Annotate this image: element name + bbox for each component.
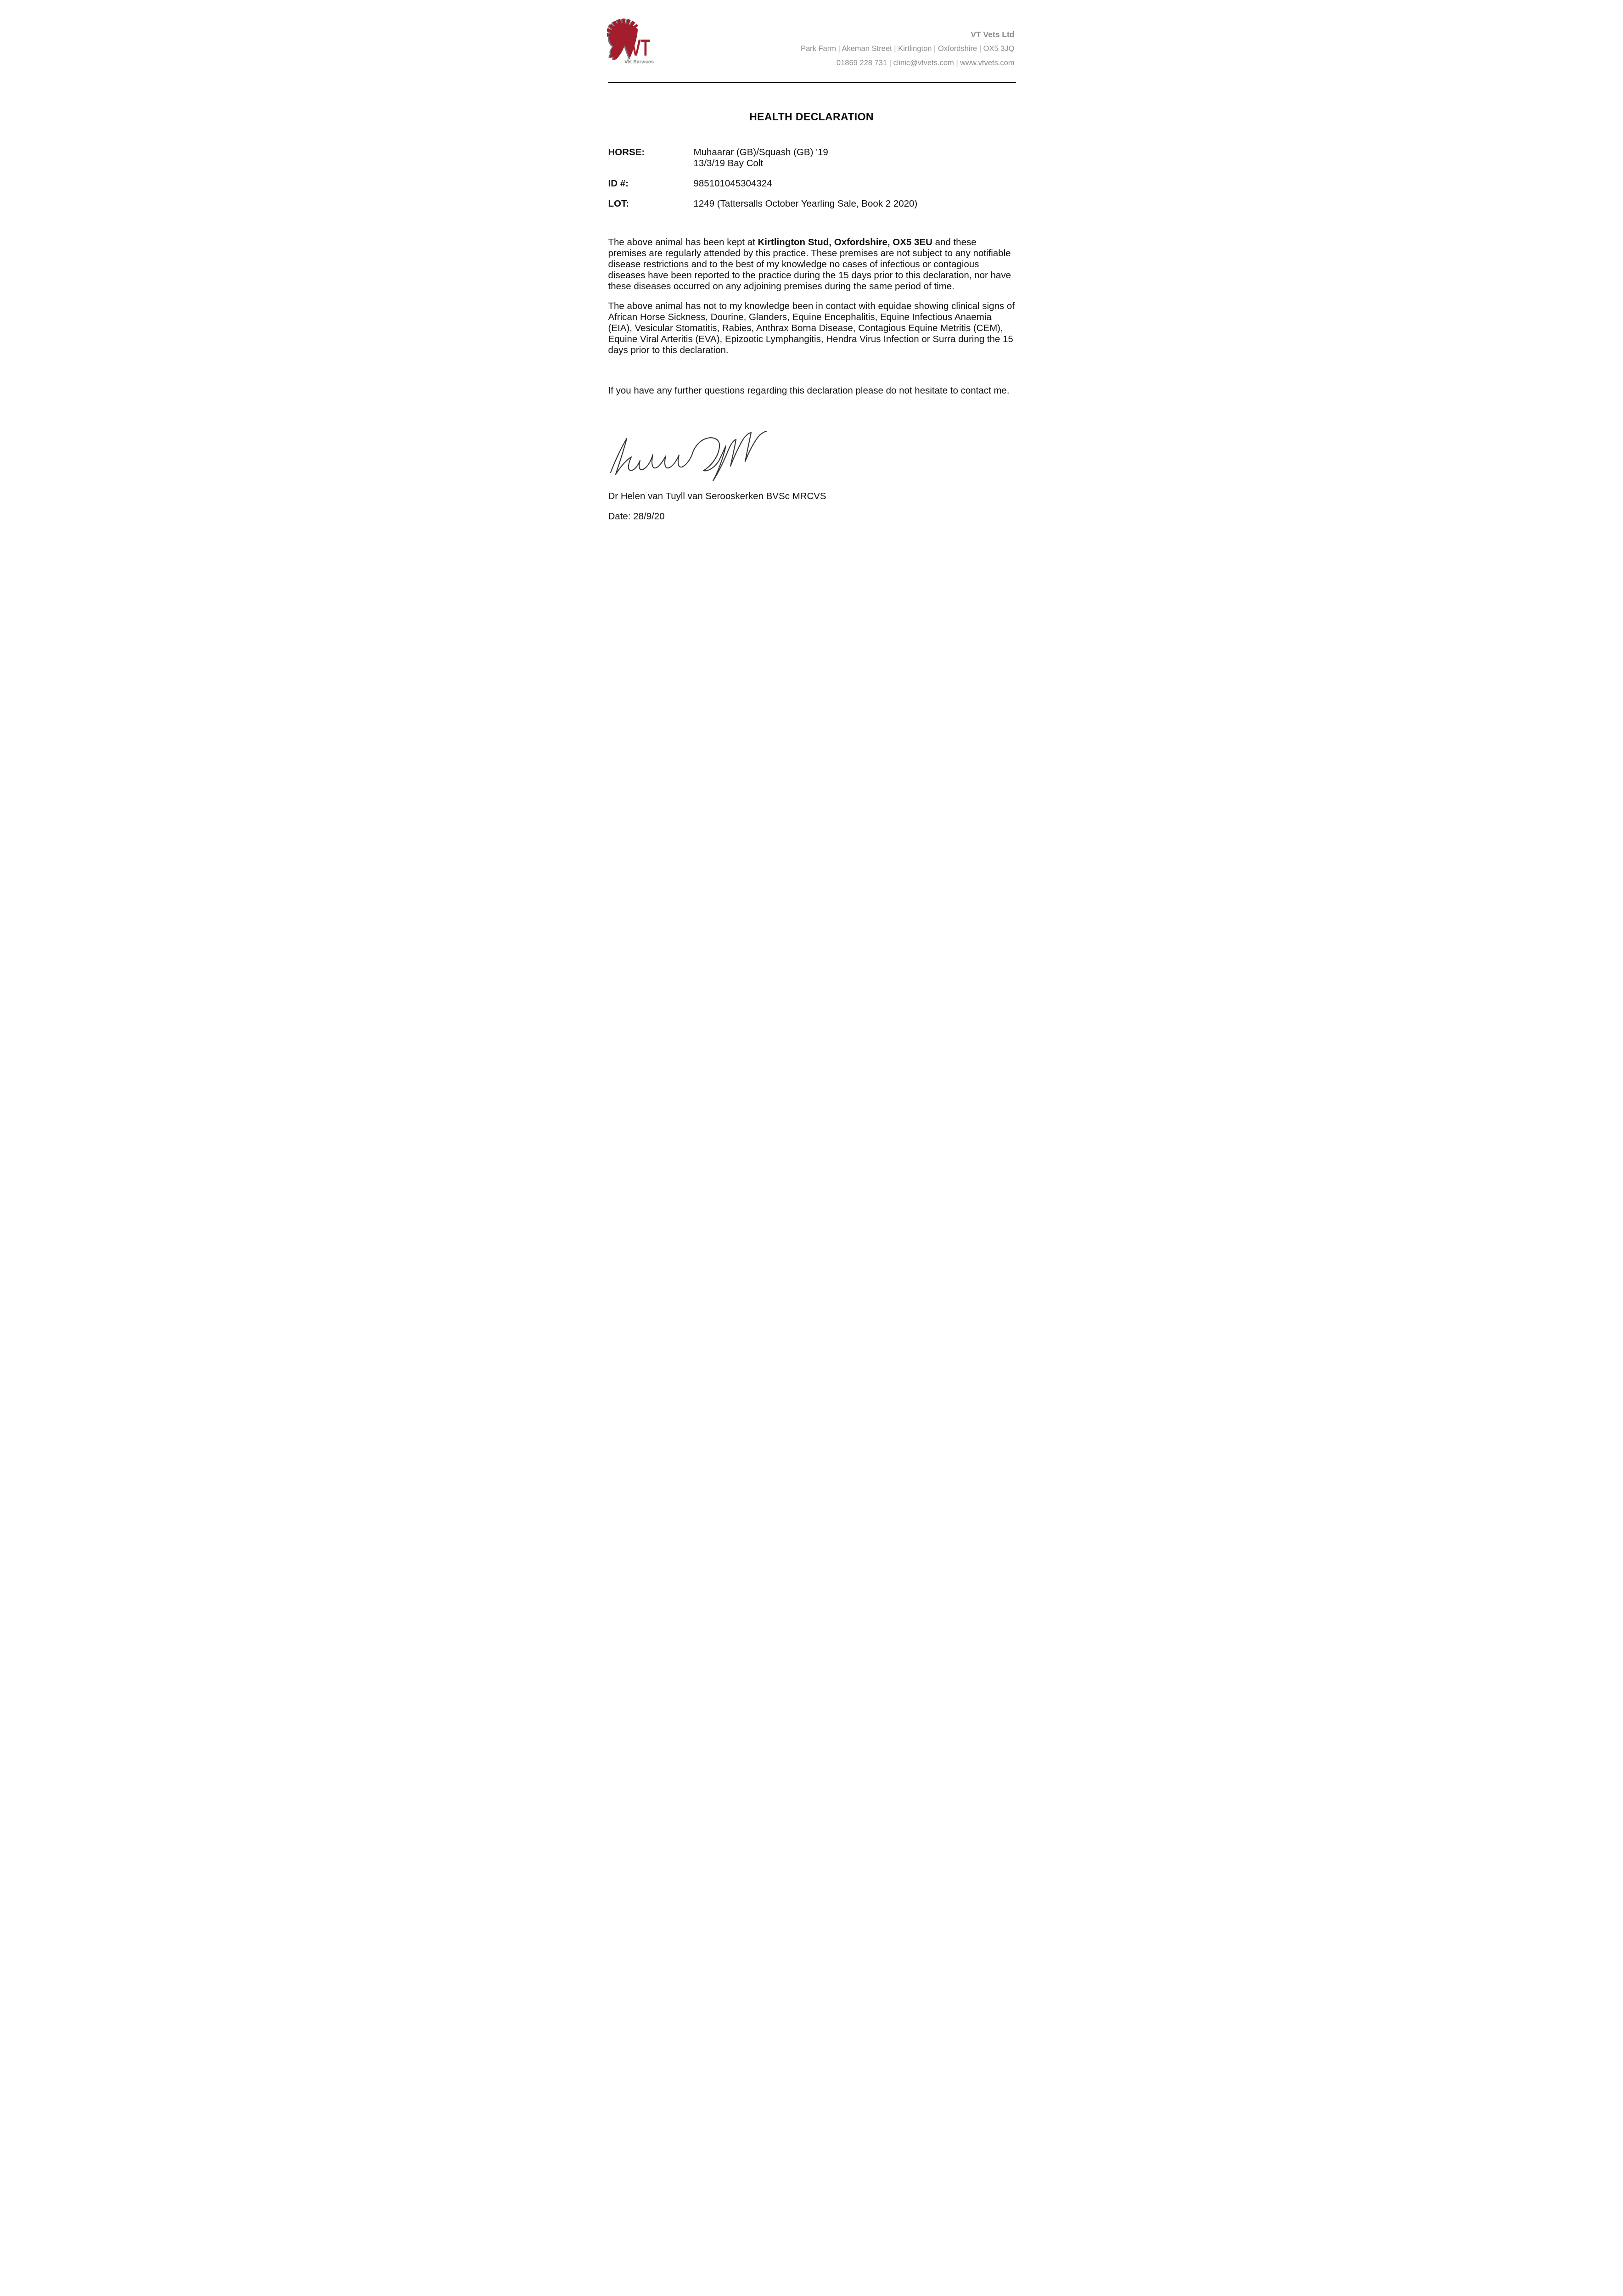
horse-pedigree: Muhaarar (GB)/Squash (GB) '19 <box>693 147 828 158</box>
vt-vets-logo <box>607 12 662 70</box>
horse-field-row <box>608 147 1015 169</box>
header-divider <box>608 82 1016 83</box>
animal-details <box>608 147 1015 209</box>
id-label: ID #: <box>608 178 629 189</box>
practice-name: VT Vets Ltd <box>971 30 1015 39</box>
disease-contact-paragraph: The above animal has not to my knowledge been in contact with equidae showing clinical signs of African Horse Sickness, Dourine, Glanders, Equine Encephalitis, Equine Infectious Anaemia (EIA), Vesicular Stomatitis, Rabies, Anthrax Borna Disease, Contagious Equine Metritis (CEM), Equine Viral Arteritis (EVA), Epizootic Lymphangitis, Hendra Virus Infection or Surra during the 15 days prior to this declaration. <box>608 301 1015 355</box>
document-title: HEALTH DECLARATION <box>749 111 874 123</box>
date-label: Date: <box>608 511 631 522</box>
horse-dob-description: 13/3/19 Bay Colt <box>693 158 764 169</box>
letterhead <box>582 0 1041 82</box>
horse-value <box>694 147 1015 169</box>
veterinarian-name: Dr Helen van Tuyll van Serooskerken BVSc MRCVS <box>608 491 826 501</box>
date-value: 28/9/20 <box>633 511 665 522</box>
lot-label: LOT: <box>608 198 629 209</box>
logo-monogram: VT <box>630 35 650 61</box>
practice-phone-email-web: 01869 228 731 | clinic@vtvets.com | www.vtvets.com <box>836 59 1015 67</box>
id-field-row <box>608 178 1015 189</box>
further-questions-line: If you have any further questions regarding this declaration please do not hesitate to contact me. <box>608 385 1010 396</box>
horse-head-logo-graphic <box>607 12 662 70</box>
logo-tagline: Vet Services <box>624 59 654 65</box>
premises-declaration-text-end: and these premises are regularly attended by this practice. These premises are not subject to any notifiable disease restrictions and to the best of my knowledge no cases of infectious or contagious diseases have been reported to the practice during the 15 days prior to this declaration, nor have these diseases occurred on any adjoining premises during the same period of time. <box>608 237 1011 292</box>
lot-field-row <box>608 198 1015 209</box>
lot-value: 1249 (Tattersalls October Yearling Sale, Book 2 2020) <box>693 198 918 209</box>
handwritten-signature <box>607 428 778 483</box>
practice-contact-block <box>801 28 1015 70</box>
health-declaration-page <box>582 0 1041 649</box>
practice-address: Park Farm | Akeman Street | Kirtlington | Oxfordshire | OX5 3JQ <box>800 45 1015 53</box>
premises-declaration-paragraph <box>608 237 1017 292</box>
signature-scrawl-icon <box>607 428 778 483</box>
premises-declaration-text-start: The above animal has been kept at <box>608 237 758 248</box>
premises-location-bold: Kirtlington Stud, Oxfordshire, OX5 3EU <box>758 237 932 248</box>
date-line <box>608 511 1015 522</box>
horse-label: HORSE: <box>608 147 645 158</box>
id-value: 985101045304324 <box>693 178 772 189</box>
